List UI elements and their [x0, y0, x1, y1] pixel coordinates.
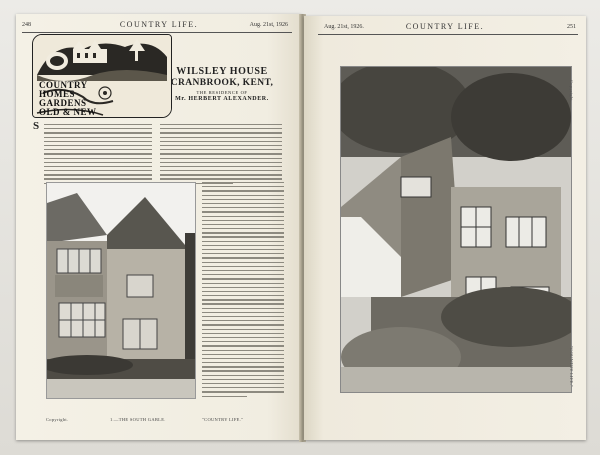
- right-side-credit: "COUNTRY LIFE.": [569, 346, 574, 388]
- banner-word-2: HOMES: [39, 89, 76, 99]
- right-running-head: [304, 22, 586, 34]
- photo-caption-title: 1.—THE SOUTH GABLE.: [110, 417, 166, 422]
- magazine-spread: [16, 14, 586, 442]
- left-text-column-1: [44, 124, 152, 187]
- banner-word-1: COUNTRY: [39, 80, 88, 90]
- article-title: WILSLEY HOUSE: [176, 66, 268, 77]
- house-illustration: [341, 67, 571, 392]
- article-title-block: [166, 66, 278, 102]
- article-subtitle: CRANBROOK, KENT,: [170, 78, 274, 88]
- banner-word-4: OLD & NEW: [39, 107, 97, 117]
- right-date: Aug. 21st, 1926.: [324, 24, 364, 30]
- left-running-head: [16, 20, 302, 32]
- right-page-number: 251: [567, 24, 576, 30]
- photo-caption-copyright: Copyright.: [46, 417, 69, 422]
- house-photo-rotated: [340, 66, 572, 393]
- left-head-rule: [22, 32, 292, 33]
- left-page: [16, 14, 302, 440]
- country-homes-banner: [32, 34, 172, 118]
- left-text-column-3: [202, 182, 284, 400]
- owner-name: Mr. HERBERT ALEXANDER.: [175, 96, 269, 102]
- left-date: Aug. 21st, 1926: [249, 22, 288, 28]
- left-page-number: 248: [22, 22, 31, 28]
- left-running-title: COUNTRY LIFE.: [119, 20, 199, 29]
- photo-caption-credit: "COUNTRY LIFE.": [202, 417, 244, 422]
- right-head-rule: [318, 34, 578, 35]
- banner-words: [39, 81, 103, 117]
- drop-cap: S: [33, 120, 40, 132]
- left-text-column-2: [160, 124, 282, 187]
- south-gable-illustration: [47, 183, 195, 398]
- south-gable-photo: [46, 182, 196, 399]
- residence-line: THE RESIDENCE OF: [196, 90, 248, 95]
- right-side-caption: Copyright.: [569, 80, 574, 103]
- right-running-title: COUNTRY LIFE.: [405, 22, 485, 31]
- banner-word-3: GARDENS: [39, 98, 87, 108]
- right-page: [304, 16, 586, 440]
